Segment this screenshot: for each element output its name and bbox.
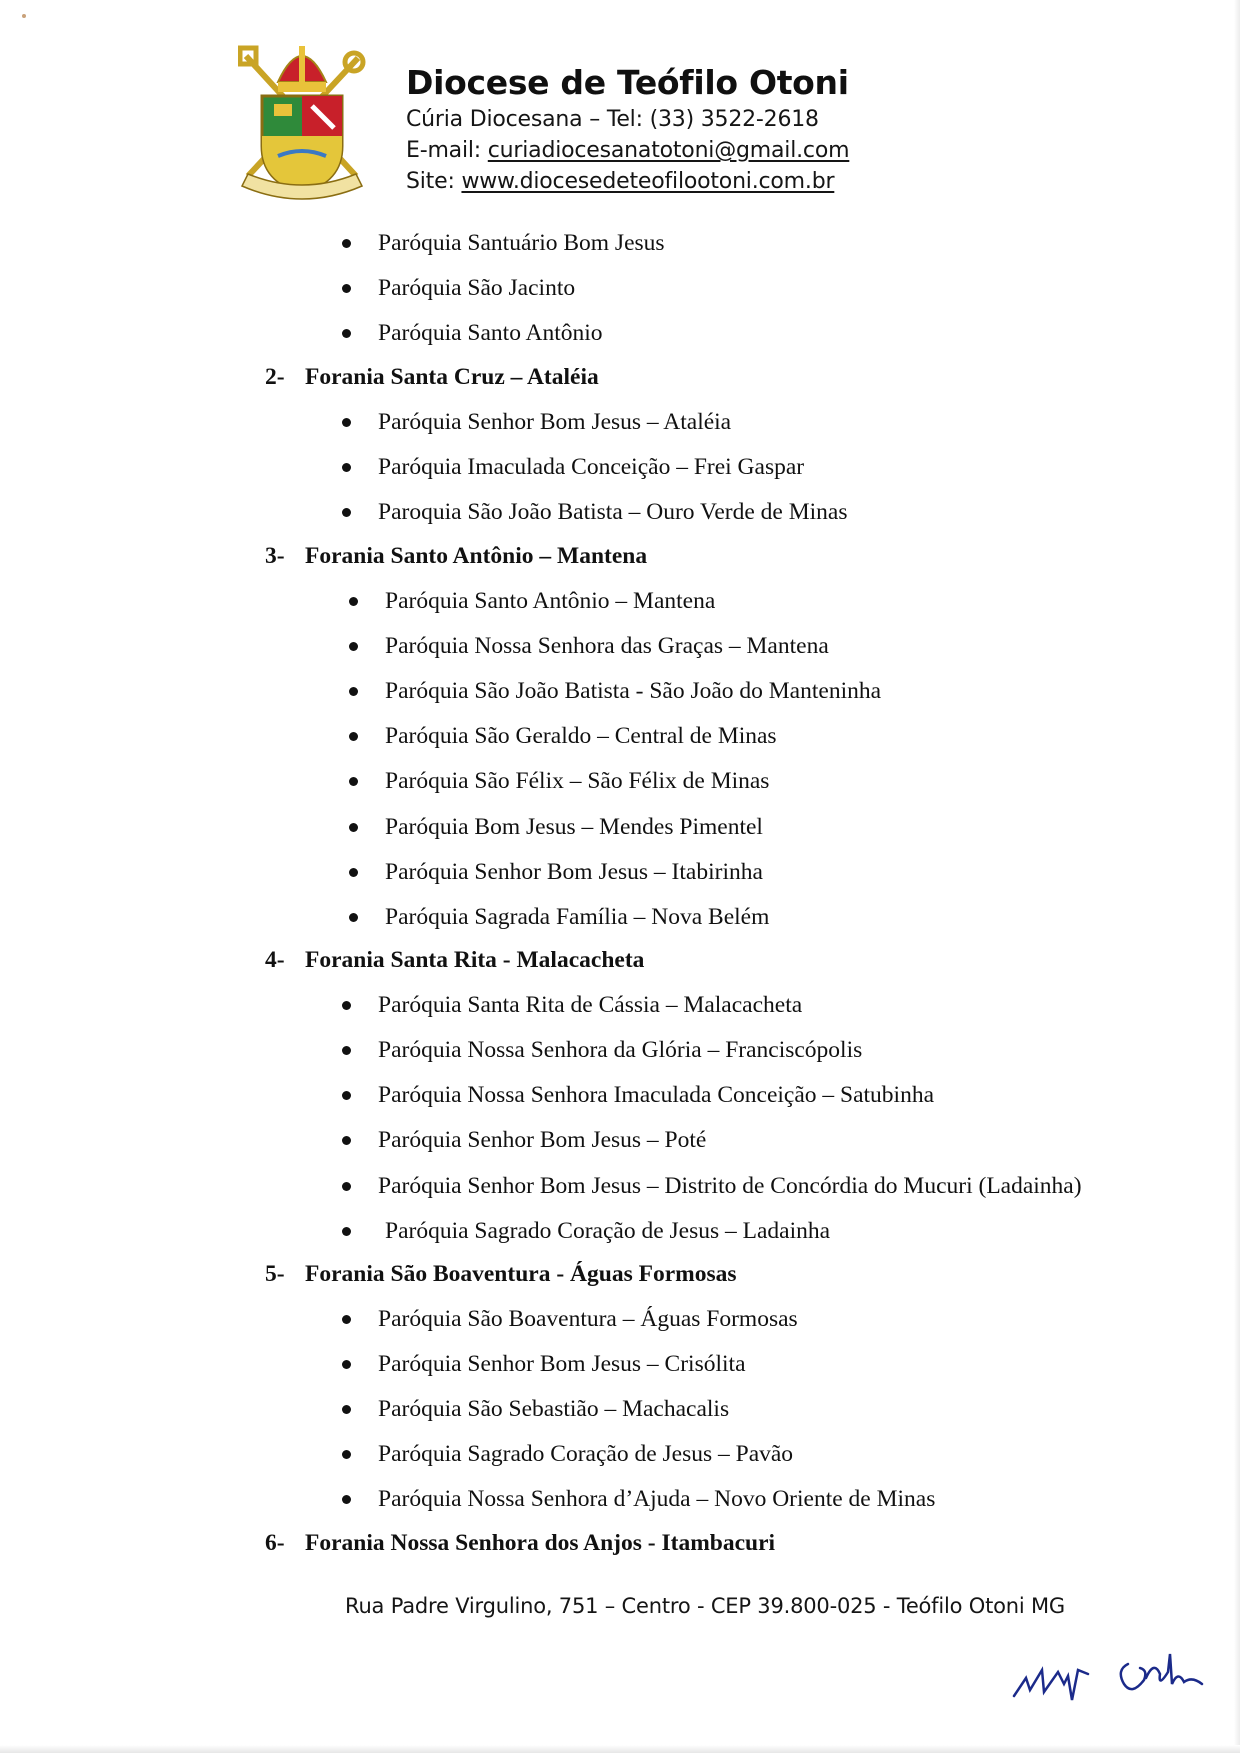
site-label: Site: [406,169,462,194]
list-item [385,721,777,751]
bullet-icon [349,642,358,651]
list-item [378,1439,793,1469]
list-item [378,497,847,527]
list-item [385,1216,830,1246]
parish-name: Paróquia Senhor Bom Jesus – Ataléia [378,409,732,435]
list-item [385,857,763,887]
bullet-icon [342,329,351,338]
forania-number: 4- [265,947,285,973]
list-item [385,766,769,796]
list-item [385,676,881,706]
list-item [378,1080,934,1110]
parish-name: Paróquia São João Batista - São João do Manteninha [385,678,882,704]
list-item [378,1304,798,1334]
diocese-title: Diocese de Teófilo Otoni [406,63,849,102]
page-edge [1234,0,1240,1753]
forania-heading [265,1259,737,1289]
forania-heading [265,362,599,392]
parish-name: Paróquia Nossa Senhora d’Ajuda – Novo Oriente de Minas [378,1486,936,1512]
list-item [378,1349,746,1379]
forania-number: 5- [265,1261,285,1287]
parish-name: Paróquia Senhor Bom Jesus – Crisólita [378,1351,746,1377]
bullet-icon [349,732,358,741]
parish-name: Paróquia Nossa Senhora da Glória – Franciscópolis [378,1037,863,1063]
list-item [378,273,575,303]
parish-name: Paróquia Santo Antônio [378,320,603,346]
list-item [385,631,829,661]
bullet-icon [349,823,358,832]
parish-name: Paróquia Nossa Senhora das Graças – Mantena [385,633,829,659]
parish-name: Paróquia São Boaventura – Águas Formosas [378,1306,798,1332]
list-item [378,1035,862,1065]
parish-name: Paróquia São Sebastião – Machacalis [378,1396,730,1422]
parish-name: Paróquia Sagrado Coração de Jesus – Ladainha [385,1218,831,1244]
bullet-icon [342,1405,351,1414]
list-item [378,1394,729,1424]
bullet-icon [342,1315,351,1324]
site-link[interactable]: www.diocesedeteofilootoni.com.br [461,169,835,194]
diocese-crest-icon [238,36,366,202]
bullet-icon [342,1136,351,1145]
parish-name: Paróquia Bom Jesus – Mendes Pimentel [385,814,763,840]
bullet-icon [342,1227,351,1236]
parish-name: Paróquia Santuário Bom Jesus [378,230,665,256]
letterhead [406,62,849,197]
bullet-icon [342,463,351,472]
bullet-icon [342,1001,351,1010]
list-item [378,1125,706,1155]
forania-heading [265,945,644,975]
forania-number: 6- [265,1530,285,1556]
list-item [378,452,804,482]
curia-phone-line: Cúria Diocesana – Tel: (33) 3522-2618 [406,107,819,132]
email-line [406,135,849,166]
parish-name: Paróquia Santa Rita de Cássia – Malacacheta [378,992,803,1018]
list-item [378,407,731,437]
bullet-icon [342,1182,351,1191]
forania-title: Forania São Boaventura - Águas Formosas [305,1261,737,1287]
list-item [378,1171,1082,1201]
parish-name: Paróquia São Jacinto [378,275,576,301]
parish-name: Paróquia Sagrada Família – Nova Belém [385,904,770,930]
page-edge-bottom [0,1745,1240,1753]
bullet-icon [342,1450,351,1459]
email-label: E-mail: [406,138,488,163]
parish-name: Paróquia Senhor Bom Jesus – Poté [378,1127,707,1153]
bullet-icon [342,239,351,248]
forania-title: Forania Santa Rita - Malacacheta [305,947,645,973]
forania-heading [265,541,647,571]
bullet-icon [349,868,358,877]
footer-address: Rua Padre Virgulino, 751 – Centro - CEP 39.800-025 - Teófilo Otoni MG [345,1594,1065,1618]
bullet-icon [342,1046,351,1055]
bullet-icon [349,913,358,922]
parish-name: Paróquia São Félix – São Félix de Minas [385,768,770,794]
scan-speck [22,14,26,18]
bullet-icon [342,418,351,427]
parish-name: Paróquia Senhor Bom Jesus – Distrito de Concórdia do Mucuri (Ladainha) [378,1173,1082,1199]
parish-name: Paróquia Sagrado Coração de Jesus – Pavão [378,1441,794,1467]
bullet-icon [342,1091,351,1100]
bullet-icon [342,1495,351,1504]
list-item [378,228,665,258]
forania-number: 2- [265,364,285,390]
list-item [378,1484,935,1514]
email-link[interactable]: curiadiocesanatotoni@gmail.com [487,138,850,163]
forania-number: 3- [265,543,285,569]
bullet-icon [342,1360,351,1369]
signature-icon [1008,1640,1218,1720]
forania-title: Forania Nossa Senhora dos Anjos - Itambacuri [305,1530,776,1556]
forania-heading [265,1528,775,1558]
parish-name: Paróquia São Geraldo – Central de Minas [385,723,777,749]
bullet-icon [349,687,358,696]
list-item [385,812,763,842]
bullet-icon [342,284,351,293]
bullet-icon [349,777,358,786]
list-item [385,586,715,616]
parish-name: Paróquia Senhor Bom Jesus – Itabirinha [385,859,763,885]
list-item [378,990,802,1020]
forania-title: Forania Santa Cruz – Ataléia [305,364,599,390]
list-item [385,902,769,932]
bullet-icon [349,597,358,606]
parish-name: Paroquia São João Batista – Ouro Verde de Minas [378,499,848,525]
parish-name: Paróquia Imaculada Conceição – Frei Gaspar [378,454,805,480]
bullet-icon [342,508,351,517]
forania-title: Forania Santo Antônio – Mantena [305,543,648,569]
parish-name: Paróquia Nossa Senhora Imaculada Conceição – Satubinha [378,1082,935,1108]
list-item [378,318,603,348]
site-line [406,166,849,197]
parish-name: Paróquia Santo Antônio – Mantena [385,588,716,614]
